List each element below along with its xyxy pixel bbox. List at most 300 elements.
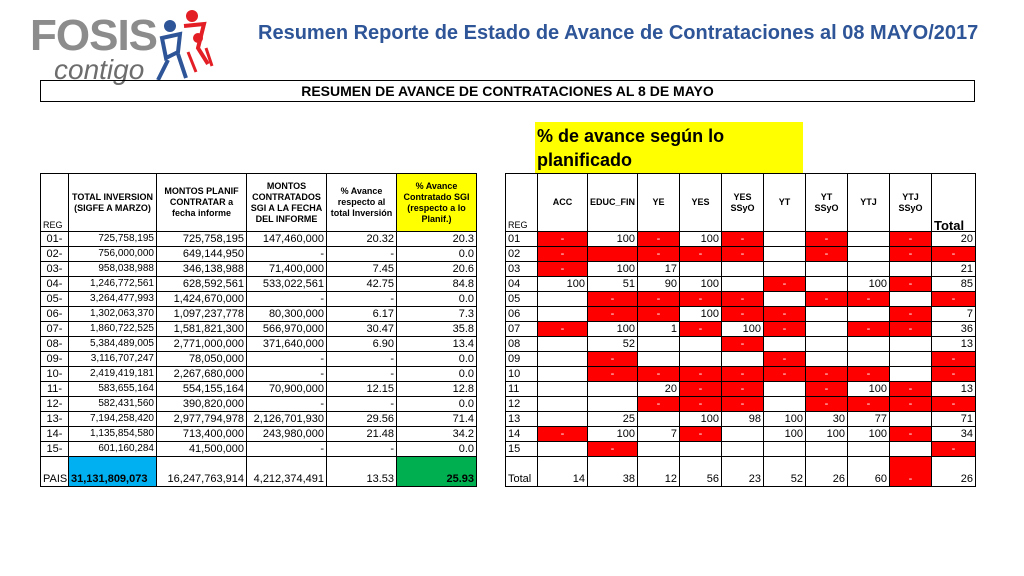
left-header-cell: TOTAL INVERSION (SIGFE A MARZO) xyxy=(69,174,157,232)
table-cell xyxy=(764,232,806,247)
table-cell: 15- xyxy=(41,442,69,457)
table-cell xyxy=(680,442,722,457)
table-cell: - xyxy=(327,397,397,412)
table-cell: 0.0 xyxy=(397,247,477,262)
table-cell: 100 xyxy=(806,427,848,442)
table-cell: 346,138,988 xyxy=(157,262,247,277)
table-cell: 17 xyxy=(638,262,680,277)
table-cell: 12.8 xyxy=(397,382,477,397)
table-cell xyxy=(890,262,932,277)
red-status-cell: - xyxy=(890,277,932,292)
red-status-cell: - xyxy=(890,307,932,322)
table-cell: 100 xyxy=(680,277,722,292)
red-status-cell: - xyxy=(890,247,932,262)
table-cell: 1 xyxy=(638,322,680,337)
table-cell xyxy=(538,337,588,352)
table-row xyxy=(41,247,477,262)
table-cell: 13 xyxy=(506,412,538,427)
table-row xyxy=(506,442,976,457)
red-status-cell xyxy=(588,247,638,262)
table-cell xyxy=(764,397,806,412)
red-status-cell: - xyxy=(722,337,764,352)
table-cell: 05- xyxy=(41,292,69,307)
table-cell: 7.45 xyxy=(327,262,397,277)
table-cell: 29.56 xyxy=(327,412,397,427)
red-status-cell: - xyxy=(806,367,848,382)
table-cell xyxy=(890,367,932,382)
red-status-cell: - xyxy=(538,427,588,442)
red-status-cell: - xyxy=(764,277,806,292)
red-status-cell: - xyxy=(932,367,976,382)
red-status-cell: - xyxy=(806,382,848,397)
table-cell: - xyxy=(327,247,397,262)
table-cell: 958,038,988 xyxy=(69,262,157,277)
table-cell: 52 xyxy=(588,337,638,352)
table-cell: 84.8 xyxy=(397,277,477,292)
red-status-cell: - xyxy=(638,397,680,412)
red-status-cell: - xyxy=(638,292,680,307)
table-cell: 35.8 xyxy=(397,322,477,337)
table-cell: 725,758,195 xyxy=(157,232,247,247)
table-cell: 20.32 xyxy=(327,232,397,247)
red-status-cell: - xyxy=(764,367,806,382)
red-status-cell: - xyxy=(538,247,588,262)
table-cell: 90 xyxy=(638,277,680,292)
red-status-cell: - xyxy=(588,307,638,322)
red-status-cell: - xyxy=(932,292,976,307)
table-cell: 1,135,854,580 xyxy=(69,427,157,442)
table-cell: 04 xyxy=(506,277,538,292)
table-cell: 30 xyxy=(806,412,848,427)
right-header-cell: Total xyxy=(932,174,976,232)
table-cell: 03 xyxy=(506,262,538,277)
table-row xyxy=(506,307,976,322)
red-status-cell: - xyxy=(806,397,848,412)
right-header-cell: EDUC_FIN xyxy=(588,174,638,232)
table-cell xyxy=(722,352,764,367)
table-row xyxy=(506,427,976,442)
table-row xyxy=(506,352,976,367)
table-cell xyxy=(722,442,764,457)
table-cell: 0.0 xyxy=(397,292,477,307)
table-cell: 09- xyxy=(41,352,69,367)
red-status-cell: - xyxy=(588,352,638,367)
table-row xyxy=(41,232,477,247)
red-status-cell: - xyxy=(806,247,848,262)
red-status-cell: - xyxy=(764,352,806,367)
table-row xyxy=(41,352,477,367)
table-cell: 1,302,063,370 xyxy=(69,307,157,322)
total-cell: 56 xyxy=(680,457,722,487)
red-status-cell: - xyxy=(680,427,722,442)
table-cell xyxy=(764,247,806,262)
table-cell xyxy=(764,262,806,277)
progress-banner: % de avance según lo planificado xyxy=(535,122,803,173)
table-cell xyxy=(764,337,806,352)
table-cell: 100 xyxy=(848,382,890,397)
table-cell xyxy=(806,307,848,322)
total-cell: 13.53 xyxy=(327,457,397,487)
table-cell: 2,267,680,000 xyxy=(157,367,247,382)
table-cell: 51 xyxy=(588,277,638,292)
right-header-cell: YT xyxy=(764,174,806,232)
table-cell xyxy=(806,322,848,337)
right-total-row xyxy=(506,457,976,487)
red-status-cell: - xyxy=(932,442,976,457)
total-cell: 52 xyxy=(764,457,806,487)
table-cell: 100 xyxy=(848,427,890,442)
table-cell: 77 xyxy=(848,412,890,427)
table-cell xyxy=(538,307,588,322)
table-cell xyxy=(806,262,848,277)
left-header-cell: MONTOS CONTRATADOS SGI A LA FECHA DEL INFORME xyxy=(247,174,327,232)
table-cell: 13 xyxy=(932,337,976,352)
table-cell: - xyxy=(247,352,327,367)
table-cell: 06- xyxy=(41,307,69,322)
table-cell: 13.4 xyxy=(397,337,477,352)
red-status-cell: - xyxy=(638,307,680,322)
table-row xyxy=(506,412,976,427)
table-row xyxy=(41,442,477,457)
right-header-cell: YE xyxy=(638,174,680,232)
table-row xyxy=(506,337,976,352)
table-cell: 21 xyxy=(932,262,976,277)
table-cell xyxy=(538,442,588,457)
table-cell: 01 xyxy=(506,232,538,247)
table-cell xyxy=(538,367,588,382)
table-cell xyxy=(806,337,848,352)
red-status-cell: - xyxy=(932,247,976,262)
red-status-cell: - xyxy=(764,322,806,337)
table-cell: 85 xyxy=(932,277,976,292)
table-cell xyxy=(588,397,638,412)
table-cell: 42.75 xyxy=(327,277,397,292)
red-status-cell: - xyxy=(890,397,932,412)
table-cell: 628,592,561 xyxy=(157,277,247,292)
left-header-cell: MONTOS PLANIF CONTRATAR a fecha informe xyxy=(157,174,247,232)
table-cell: 100 xyxy=(538,277,588,292)
table-cell: 05 xyxy=(506,292,538,307)
table-cell: 06 xyxy=(506,307,538,322)
table-cell: 02- xyxy=(41,247,69,262)
table-cell: 20.3 xyxy=(397,232,477,247)
left-header-cell: REG xyxy=(41,174,69,232)
table-cell: 533,022,561 xyxy=(247,277,327,292)
table-cell: - xyxy=(247,247,327,262)
left-header-cell: % Avance respecto al total Inversión xyxy=(327,174,397,232)
total-cell: 26 xyxy=(932,457,976,487)
table-cell: 7 xyxy=(932,307,976,322)
table-cell: 07- xyxy=(41,322,69,337)
table-cell xyxy=(722,262,764,277)
table-cell: 20 xyxy=(638,382,680,397)
table-cell: 0.0 xyxy=(397,442,477,457)
right-header-cell: YES SSyO xyxy=(722,174,764,232)
table-cell xyxy=(638,442,680,457)
table-cell: 756,000,000 xyxy=(69,247,157,262)
table-row xyxy=(41,367,477,382)
table-row xyxy=(506,367,976,382)
red-status-cell: - xyxy=(680,247,722,262)
table-cell xyxy=(890,292,932,307)
total-cell: 60 xyxy=(848,457,890,487)
red-status-cell: - xyxy=(722,247,764,262)
table-cell: 5,384,489,005 xyxy=(69,337,157,352)
total-cell: 25.93 xyxy=(397,457,477,487)
table-cell xyxy=(588,382,638,397)
table-row xyxy=(506,247,976,262)
table-cell: 7,194,258,420 xyxy=(69,412,157,427)
table-cell: - xyxy=(247,442,327,457)
table-cell xyxy=(722,427,764,442)
total-cell: 12 xyxy=(638,457,680,487)
table-cell: 100 xyxy=(680,232,722,247)
table-cell: 390,820,000 xyxy=(157,397,247,412)
table-cell: 601,160,284 xyxy=(69,442,157,457)
table-row xyxy=(41,427,477,442)
table-cell: 100 xyxy=(588,232,638,247)
table-row xyxy=(506,232,976,247)
table-cell xyxy=(538,292,588,307)
table-cell: 07 xyxy=(506,322,538,337)
table-cell xyxy=(538,397,588,412)
table-cell: 100 xyxy=(680,307,722,322)
table-row xyxy=(41,397,477,412)
red-status-cell: - xyxy=(680,322,722,337)
table-cell: 14- xyxy=(41,427,69,442)
red-status-cell: - xyxy=(680,397,722,412)
table-cell: 04- xyxy=(41,277,69,292)
table-row xyxy=(506,262,976,277)
table-row xyxy=(41,382,477,397)
table-cell: 2,771,000,000 xyxy=(157,337,247,352)
red-status-cell: - xyxy=(588,367,638,382)
table-cell: 41,500,000 xyxy=(157,442,247,457)
investment-table xyxy=(40,173,477,487)
table-cell: 3,116,707,247 xyxy=(69,352,157,367)
table-cell xyxy=(848,442,890,457)
red-status-cell: - xyxy=(806,292,848,307)
table-cell xyxy=(848,352,890,367)
table-cell: 0.0 xyxy=(397,367,477,382)
right-header-cell: ACC xyxy=(538,174,588,232)
table-row xyxy=(506,292,976,307)
red-status-cell: - xyxy=(722,232,764,247)
table-cell xyxy=(638,412,680,427)
logo-text-fosis: FOSIS xyxy=(30,11,158,60)
red-status-cell: - xyxy=(890,322,932,337)
people-figures-icon xyxy=(148,8,214,86)
table-cell: 2,126,701,930 xyxy=(247,412,327,427)
red-status-cell: - xyxy=(932,397,976,412)
table-cell: 582,431,560 xyxy=(69,397,157,412)
red-status-cell: - xyxy=(848,397,890,412)
table-cell: - xyxy=(327,292,397,307)
table-row xyxy=(506,382,976,397)
table-cell: 10 xyxy=(506,367,538,382)
table-cell: 12.15 xyxy=(327,382,397,397)
red-status-cell: - xyxy=(890,382,932,397)
table-cell: 100 xyxy=(680,412,722,427)
table-cell xyxy=(764,382,806,397)
logo-text-contigo: contigo xyxy=(54,54,145,85)
table-cell: 08- xyxy=(41,337,69,352)
table-row xyxy=(506,322,976,337)
right-header-cell: YES xyxy=(680,174,722,232)
table-cell: 03- xyxy=(41,262,69,277)
table-cell: 78,050,000 xyxy=(157,352,247,367)
table-cell xyxy=(680,262,722,277)
table-cell xyxy=(848,247,890,262)
table-cell: 34 xyxy=(932,427,976,442)
total-cell: - xyxy=(890,457,932,487)
table-cell xyxy=(890,442,932,457)
red-status-cell: - xyxy=(588,442,638,457)
table-row xyxy=(506,277,976,292)
red-status-cell: - xyxy=(538,262,588,277)
total-cell: 26 xyxy=(806,457,848,487)
table-cell: 7 xyxy=(638,427,680,442)
right-header-cell: REG xyxy=(506,174,538,232)
table-cell xyxy=(764,292,806,307)
table-cell: 1,860,722,525 xyxy=(69,322,157,337)
table-cell xyxy=(806,352,848,367)
program-progress-table xyxy=(505,173,976,487)
total-cell: 38 xyxy=(588,457,638,487)
table-cell: 21.48 xyxy=(327,427,397,442)
red-status-cell: - xyxy=(638,367,680,382)
table-cell: 100 xyxy=(764,427,806,442)
red-status-cell: - xyxy=(848,367,890,382)
red-status-cell: - xyxy=(848,292,890,307)
table-cell: 70,900,000 xyxy=(247,382,327,397)
right-header-row xyxy=(506,174,976,232)
table-cell: - xyxy=(247,367,327,382)
table-cell: 10- xyxy=(41,367,69,382)
right-header-cell: YTJ SSyO xyxy=(890,174,932,232)
total-cell: 31,131,809,073 xyxy=(69,457,157,487)
table-cell xyxy=(680,337,722,352)
table-cell xyxy=(538,382,588,397)
table-cell: 71 xyxy=(932,412,976,427)
red-status-cell: - xyxy=(538,322,588,337)
left-total-row xyxy=(41,457,477,487)
red-status-cell: - xyxy=(680,292,722,307)
table-cell xyxy=(538,412,588,427)
table-cell: 25 xyxy=(588,412,638,427)
red-status-cell: - xyxy=(722,397,764,412)
table-cell: 2,977,794,978 xyxy=(157,412,247,427)
table-cell: 13 xyxy=(932,382,976,397)
red-status-cell: - xyxy=(638,232,680,247)
right-header-cell: YT SSyO xyxy=(806,174,848,232)
table-cell: 20.6 xyxy=(397,262,477,277)
table-cell: 1,097,237,778 xyxy=(157,307,247,322)
table-row xyxy=(41,307,477,322)
table-row xyxy=(41,412,477,427)
table-row xyxy=(506,397,976,412)
table-cell: 0.0 xyxy=(397,352,477,367)
table-cell xyxy=(806,442,848,457)
table-cell: 01- xyxy=(41,232,69,247)
table-cell: - xyxy=(247,397,327,412)
table-cell: 566,970,000 xyxy=(247,322,327,337)
total-cell: Total xyxy=(506,457,538,487)
table-cell: 80,300,000 xyxy=(247,307,327,322)
table-cell: 15 xyxy=(506,442,538,457)
red-status-cell: - xyxy=(722,292,764,307)
red-status-cell: - xyxy=(890,232,932,247)
total-cell: 4,212,374,491 xyxy=(247,457,327,487)
page-title: Resumen Reporte de Estado de Avance de Contrataciones al 08 MAYO/2017 xyxy=(258,22,979,44)
table-cell: 71.4 xyxy=(397,412,477,427)
red-status-cell: - xyxy=(722,367,764,382)
table-row xyxy=(41,337,477,352)
table-cell: - xyxy=(327,367,397,382)
red-status-cell: - xyxy=(638,247,680,262)
table-cell xyxy=(848,262,890,277)
table-cell: 71,400,000 xyxy=(247,262,327,277)
table-cell: 12- xyxy=(41,397,69,412)
table-cell: 20 xyxy=(932,232,976,247)
red-status-cell: - xyxy=(722,307,764,322)
table-cell xyxy=(638,352,680,367)
table-cell: - xyxy=(327,442,397,457)
report-subtitle: RESUMEN DE AVANCE DE CONTRATACIONES AL 8 DE MAYO xyxy=(40,80,975,102)
left-header-cell: % Avance Contratado SGI (respecto a lo Planif.) xyxy=(397,174,477,232)
total-cell: 16,247,763,914 xyxy=(157,457,247,487)
table-cell: 1,581,821,300 xyxy=(157,322,247,337)
table-cell: 11 xyxy=(506,382,538,397)
table-cell: 98 xyxy=(722,412,764,427)
table-cell xyxy=(722,277,764,292)
table-cell: - xyxy=(247,292,327,307)
table-cell xyxy=(890,352,932,367)
table-cell xyxy=(538,352,588,367)
table-cell: 6.17 xyxy=(327,307,397,322)
table-cell: 100 xyxy=(848,277,890,292)
table-cell: - xyxy=(327,352,397,367)
total-cell: PAIS xyxy=(41,457,69,487)
red-status-cell: - xyxy=(890,427,932,442)
table-cell xyxy=(890,412,932,427)
table-cell: 12 xyxy=(506,397,538,412)
table-cell: 649,144,950 xyxy=(157,247,247,262)
table-cell: 3,264,477,993 xyxy=(69,292,157,307)
table-cell: 30.47 xyxy=(327,322,397,337)
table-cell: 36 xyxy=(932,322,976,337)
table-cell: 725,758,195 xyxy=(69,232,157,247)
table-cell: 6.90 xyxy=(327,337,397,352)
table-cell: 371,640,000 xyxy=(247,337,327,352)
red-status-cell: - xyxy=(680,382,722,397)
table-cell xyxy=(680,352,722,367)
table-cell: 583,655,164 xyxy=(69,382,157,397)
table-cell: 08 xyxy=(506,337,538,352)
table-cell: 243,980,000 xyxy=(247,427,327,442)
table-cell: 713,400,000 xyxy=(157,427,247,442)
table-cell: 34.2 xyxy=(397,427,477,442)
red-status-cell: - xyxy=(932,352,976,367)
table-cell: 100 xyxy=(588,262,638,277)
table-cell xyxy=(848,337,890,352)
red-status-cell: - xyxy=(764,307,806,322)
table-cell: 1,246,772,561 xyxy=(69,277,157,292)
table-cell: 100 xyxy=(722,322,764,337)
table-cell: 11- xyxy=(41,382,69,397)
table-cell: 7.3 xyxy=(397,307,477,322)
left-header-row xyxy=(41,174,477,232)
